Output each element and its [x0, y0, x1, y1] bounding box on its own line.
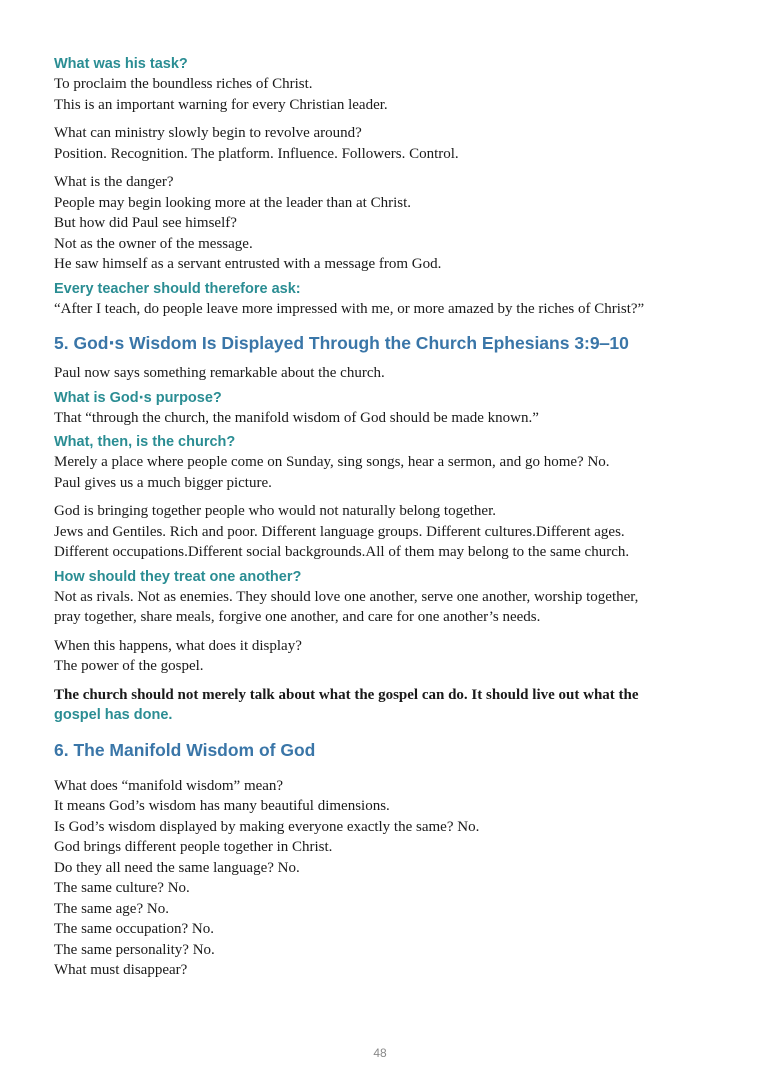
emphasis-line: The church should not merely talk about what the gospel can do. It should live out what the — [54, 686, 639, 703]
text-line: Not as the owner of the message. — [54, 235, 253, 252]
section-heading-6: 6. The Manifold Wisdom of God — [54, 739, 316, 760]
text-line: The same occupation? No. — [54, 921, 214, 937]
text-line: To proclaim the boundless riches of Christ. — [54, 76, 313, 92]
text-line: Paul now says something remarkable about the church. — [54, 365, 385, 381]
question-heading-treat: How should they treat one another? — [54, 568, 302, 585]
text-line: Not as rivals. Not as enemies. They should love one another, serve one another, worship together, — [54, 588, 639, 605]
text-line: What must disappear? — [54, 962, 188, 978]
page-content — [54, 54, 730, 981]
teacher-quote: “After I teach, do people leave more impressed with me, or more amazed by the riches of Christ?” — [54, 300, 645, 317]
text-line: The power of the gospel. — [54, 658, 204, 674]
text-line: God brings different people together in Christ. — [54, 839, 333, 855]
question-heading-task: What was his task? — [54, 56, 188, 72]
text-line: The same age? No. — [54, 900, 169, 917]
text-line: People may begin looking more at the leader than at Christ. — [54, 194, 411, 211]
text-line: This is an important warning for every Christian leader. — [54, 96, 388, 113]
text-line: God is bringing together people who would not naturally belong together. — [54, 503, 497, 519]
question-heading-purpose: What is God‧s purpose? — [54, 389, 222, 406]
text-line: Jews and Gentiles. Rich and poor. Different language groups. Different cultures.Different ages. — [54, 523, 625, 540]
question-heading-teacher: Every teacher should therefore ask: — [54, 280, 301, 297]
emphasis-line-teal: gospel has done. — [54, 707, 173, 723]
text-line: Paul gives us a much bigger picture. — [54, 474, 272, 491]
page-number: 48 — [373, 1046, 387, 1060]
text-line: Position. Recognition. The platform. Influence. Followers. Control. — [54, 145, 459, 162]
text-line: What does “manifold wisdom” mean? — [54, 777, 284, 794]
text-line: What is the danger? — [54, 174, 174, 190]
text-line: pray together, share meals, forgive one another, and care for one another’s needs. — [54, 609, 541, 625]
text-line: That “through the church, the manifold wisdom of God should be made known.” — [54, 409, 539, 426]
question-heading-church: What, then, is the church? — [54, 434, 236, 450]
text-line: The same culture? No. — [54, 880, 190, 896]
text-line: Do they all need the same language? No. — [54, 859, 300, 876]
text-line: The same personality? No. — [54, 941, 215, 958]
text-line: Merely a place where people come on Sunday, sing songs, hear a sermon, and go home? No. — [54, 454, 610, 470]
text-line: But how did Paul see himself? — [54, 215, 237, 231]
text-line: He saw himself as a servant entrusted with a message from God. — [54, 256, 442, 272]
section-heading-5: 5. God‧s Wisdom Is Displayed Through the Church Ephesians 3:9‒10 — [54, 333, 629, 353]
text-line: What can ministry slowly begin to revolve around? — [54, 125, 362, 141]
text-line: When this happens, what does it display? — [54, 637, 302, 654]
text-line: It means God’s wisdom has many beautiful dimensions. — [54, 798, 390, 814]
text-line: Different occupations.Different social backgrounds.All of them may belong to the same church. — [54, 544, 630, 560]
text-line: Is God’s wisdom displayed by making everyone exactly the same? No. — [54, 818, 480, 835]
